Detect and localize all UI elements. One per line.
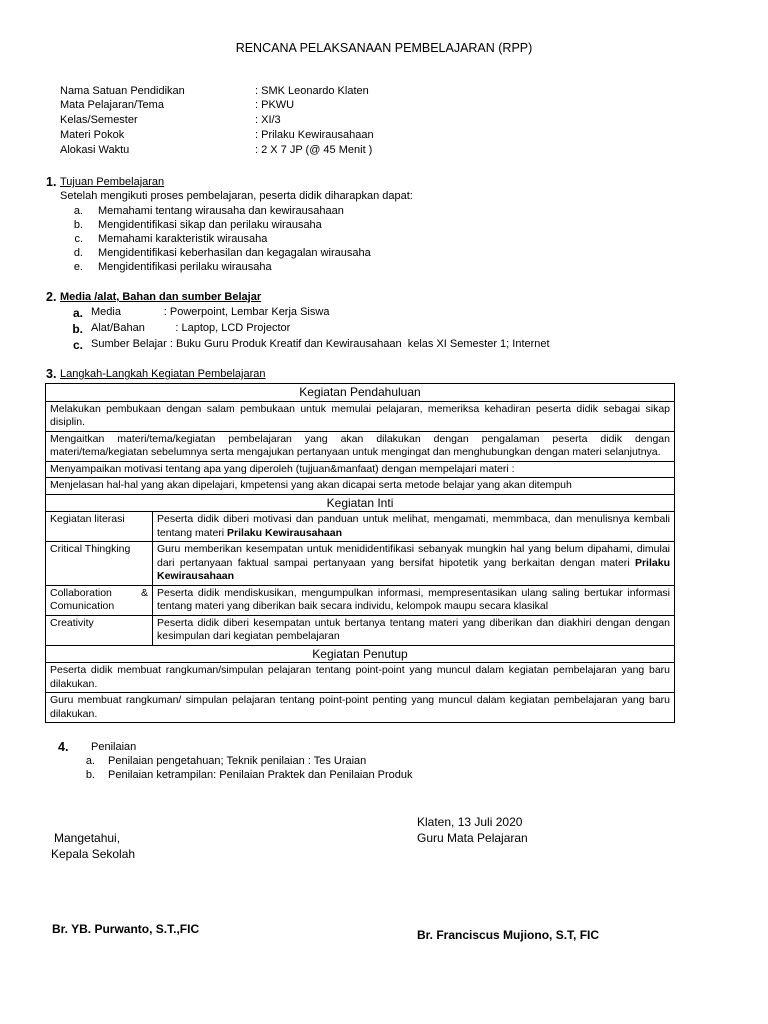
table-row (46, 512, 675, 542)
table-header-penutup: Kegiatan Penutup (46, 645, 675, 663)
identity-label: Materi Pokok (60, 129, 125, 141)
section-number: 2. (46, 290, 57, 304)
table-cell: Peserta didik diberi kesempatan untuk bertanya tentang materi yang diberikan dan diakhiri dengan dengan kesimpulan dari kegiatan pembelajaran (153, 615, 675, 645)
identity-label: Kelas/Semester (60, 114, 138, 126)
table-row (46, 615, 675, 645)
identity-label: Nama Satuan Pendidikan (60, 85, 185, 97)
item-letter: b. (73, 219, 83, 231)
list-item: Memahami tentang wirausaha dan kewirausahaan (98, 205, 344, 217)
table-row (46, 461, 675, 478)
cell-text: Peserta didik diberi motivasi dan panduan untuk melihat, mengamati, memmbaca, dan menulisnya kembali tentang materi (157, 513, 670, 539)
table-cell: Peserta didik membuat rangkuman/simpulan pelajaran tentang point-point yang muncul dalam kegiatan pembelajaran yang baru dilakukan. (46, 663, 675, 693)
identity-value: : Prilaku Kewirausahaan (255, 129, 374, 141)
identity-value: : SMK Leonardo Klaten (255, 85, 369, 97)
table-row (46, 384, 675, 402)
identity-value: : 2 X 7 JP (@ 45 Menit ) (255, 144, 373, 156)
activity-table (45, 383, 675, 723)
table-row (46, 645, 675, 663)
section-title-langkah: Langkah-Langkah Kegiatan Pembelajaran (60, 368, 266, 380)
item-letter: c. (72, 338, 83, 352)
principal-name: Br. YB. Purwanto, S.T.,FIC (52, 922, 200, 936)
cell-emphasis: Prilaku Kewirausahaan (157, 556, 670, 582)
item-letter: a. (73, 205, 83, 217)
identity-label: Alokasi Waktu (60, 144, 130, 156)
table-cell: Menyampaikan motivasi tentang apa yang diperoleh (tujjuan&manfaat) dengan mempelajari materi : (46, 461, 675, 478)
identity-value: : XI/3 (255, 114, 281, 126)
list-item: Media : Powerpoint, Lembar Kerja Siswa (91, 306, 330, 318)
table-cell (153, 542, 675, 586)
table-cell: Melakukan pembukaan dengan salam pembukaan untuk memulai pelajaran, memeriksa kehadiran peserta didik sebagai sikap disiplin. (46, 401, 675, 431)
item-letter: a. (72, 306, 83, 320)
table-row (46, 478, 675, 495)
table-row (46, 663, 675, 693)
table-row (46, 401, 675, 431)
item-letter: d. (73, 247, 83, 259)
section-title-penilaian: Penilaian (91, 741, 137, 753)
principal-role: Kepala Sekolah (51, 847, 136, 861)
list-item: Alat/Bahan : Laptop, LCD Projector (91, 322, 291, 334)
acknowledge-label: Mangetahui, (54, 831, 121, 845)
document-title: RENCANA PELAKSANAAN PEMBELAJARAN (RPP) (235, 41, 533, 55)
table-cell: Peserta didik mendiskusikan, mengumpulkan informasi, mempresentasikan ulang saling bertukar informasi tentang materi yang diberikan baik secara individu, kelompok maupu secara klasikal (153, 585, 675, 615)
section-number: 1. (46, 175, 57, 189)
table-cell (153, 512, 675, 542)
table-row (46, 585, 675, 615)
list-item: Mengidentifikasi sikap dan perilaku wirausaha (98, 219, 322, 231)
table-cell: Mengaitkan materi/tema/kegiatan pembelajaran yang akan dilakukan dengan pengalaman peserta didik dengan materi/tema/kegiatan sebelumnya serta mengajukan pertanyaan untuk mengingat dan menghubungkan dengan materi selanjutnya. (46, 431, 675, 461)
row-label: Critical Thingking (46, 542, 153, 586)
row-label: Kegiatan literasi (46, 512, 153, 542)
table-cell: Guru membuat rangkuman/ simpulan pelajaran tentang point-point penting yang muncul dalam kegiatan pembelajaran yang baru dilakukan. (46, 693, 675, 723)
table-row (46, 542, 675, 586)
identity-label: Mata Pelajaran/Tema (60, 99, 164, 111)
item-letter: c. (74, 233, 83, 245)
list-item: Penilaian ketrampilan: Penilaian Praktek dan Penilaian Produk (108, 769, 413, 781)
cell-emphasis: Prilaku Kewirausahaan (227, 526, 343, 539)
table-header-inti: Kegiatan Inti (46, 494, 675, 512)
table-row (46, 693, 675, 723)
table-cell: Menjelasan hal-hal yang akan dipelajari, kmpetensi yang akan dicapai serta metode belajar yang akan ditempuh (46, 478, 675, 495)
teacher-name: Br. Franciscus Mujiono, S.T, FIC (417, 928, 600, 942)
table-row (46, 494, 675, 512)
section-title-media: Media /alat, Bahan dan sumber Belajar (60, 291, 262, 303)
row-label: Collaboration & Comunication (46, 585, 153, 615)
list-item: Sumber Belajar : Buku Guru Produk Kreatif dan Kewirausahaan kelas XI Semester 1; Internet (91, 338, 550, 350)
place-date: Klaten, 13 Juli 2020 (417, 815, 523, 829)
item-letter: a. (85, 755, 95, 767)
list-item: Mengidentifikasi perilaku wirausaha (98, 261, 272, 273)
cell-text: Guru memberikan kesempatan untuk menididentifikasi sebanyak mungkin hal yang belum dipahami, dimulai dari pertanyaan faktual sampai pertanyaan yang bersifat hipotetik yang berkaitan dengan materi (157, 543, 670, 569)
list-item: Penilaian pengetahuan; Teknik penilaian : Tes Uraian (108, 755, 367, 767)
identity-value: : PKWU (255, 99, 295, 111)
row-label: Creativity (46, 615, 153, 645)
item-letter: b. (85, 769, 95, 781)
list-item: Mengidentifikasi keberhasilan dan kegagalan wirausaha (98, 247, 371, 259)
section-intro: Setelah mengikuti proses pembelajaran, peserta didik diharapkan dapat: (60, 190, 413, 202)
item-letter: e. (73, 261, 83, 273)
table-header-pendahuluan: Kegiatan Pendahuluan (46, 384, 675, 402)
table-row (46, 431, 675, 461)
teacher-role: Guru Mata Pelajaran (417, 831, 528, 845)
item-letter: b. (72, 322, 83, 336)
section-number: 4. (58, 740, 69, 754)
list-item: Memahami karakteristik wirausaha (98, 233, 268, 245)
section-title-tujuan: Tujuan Pembelajaran (60, 176, 165, 188)
section-number: 3. (46, 367, 57, 381)
